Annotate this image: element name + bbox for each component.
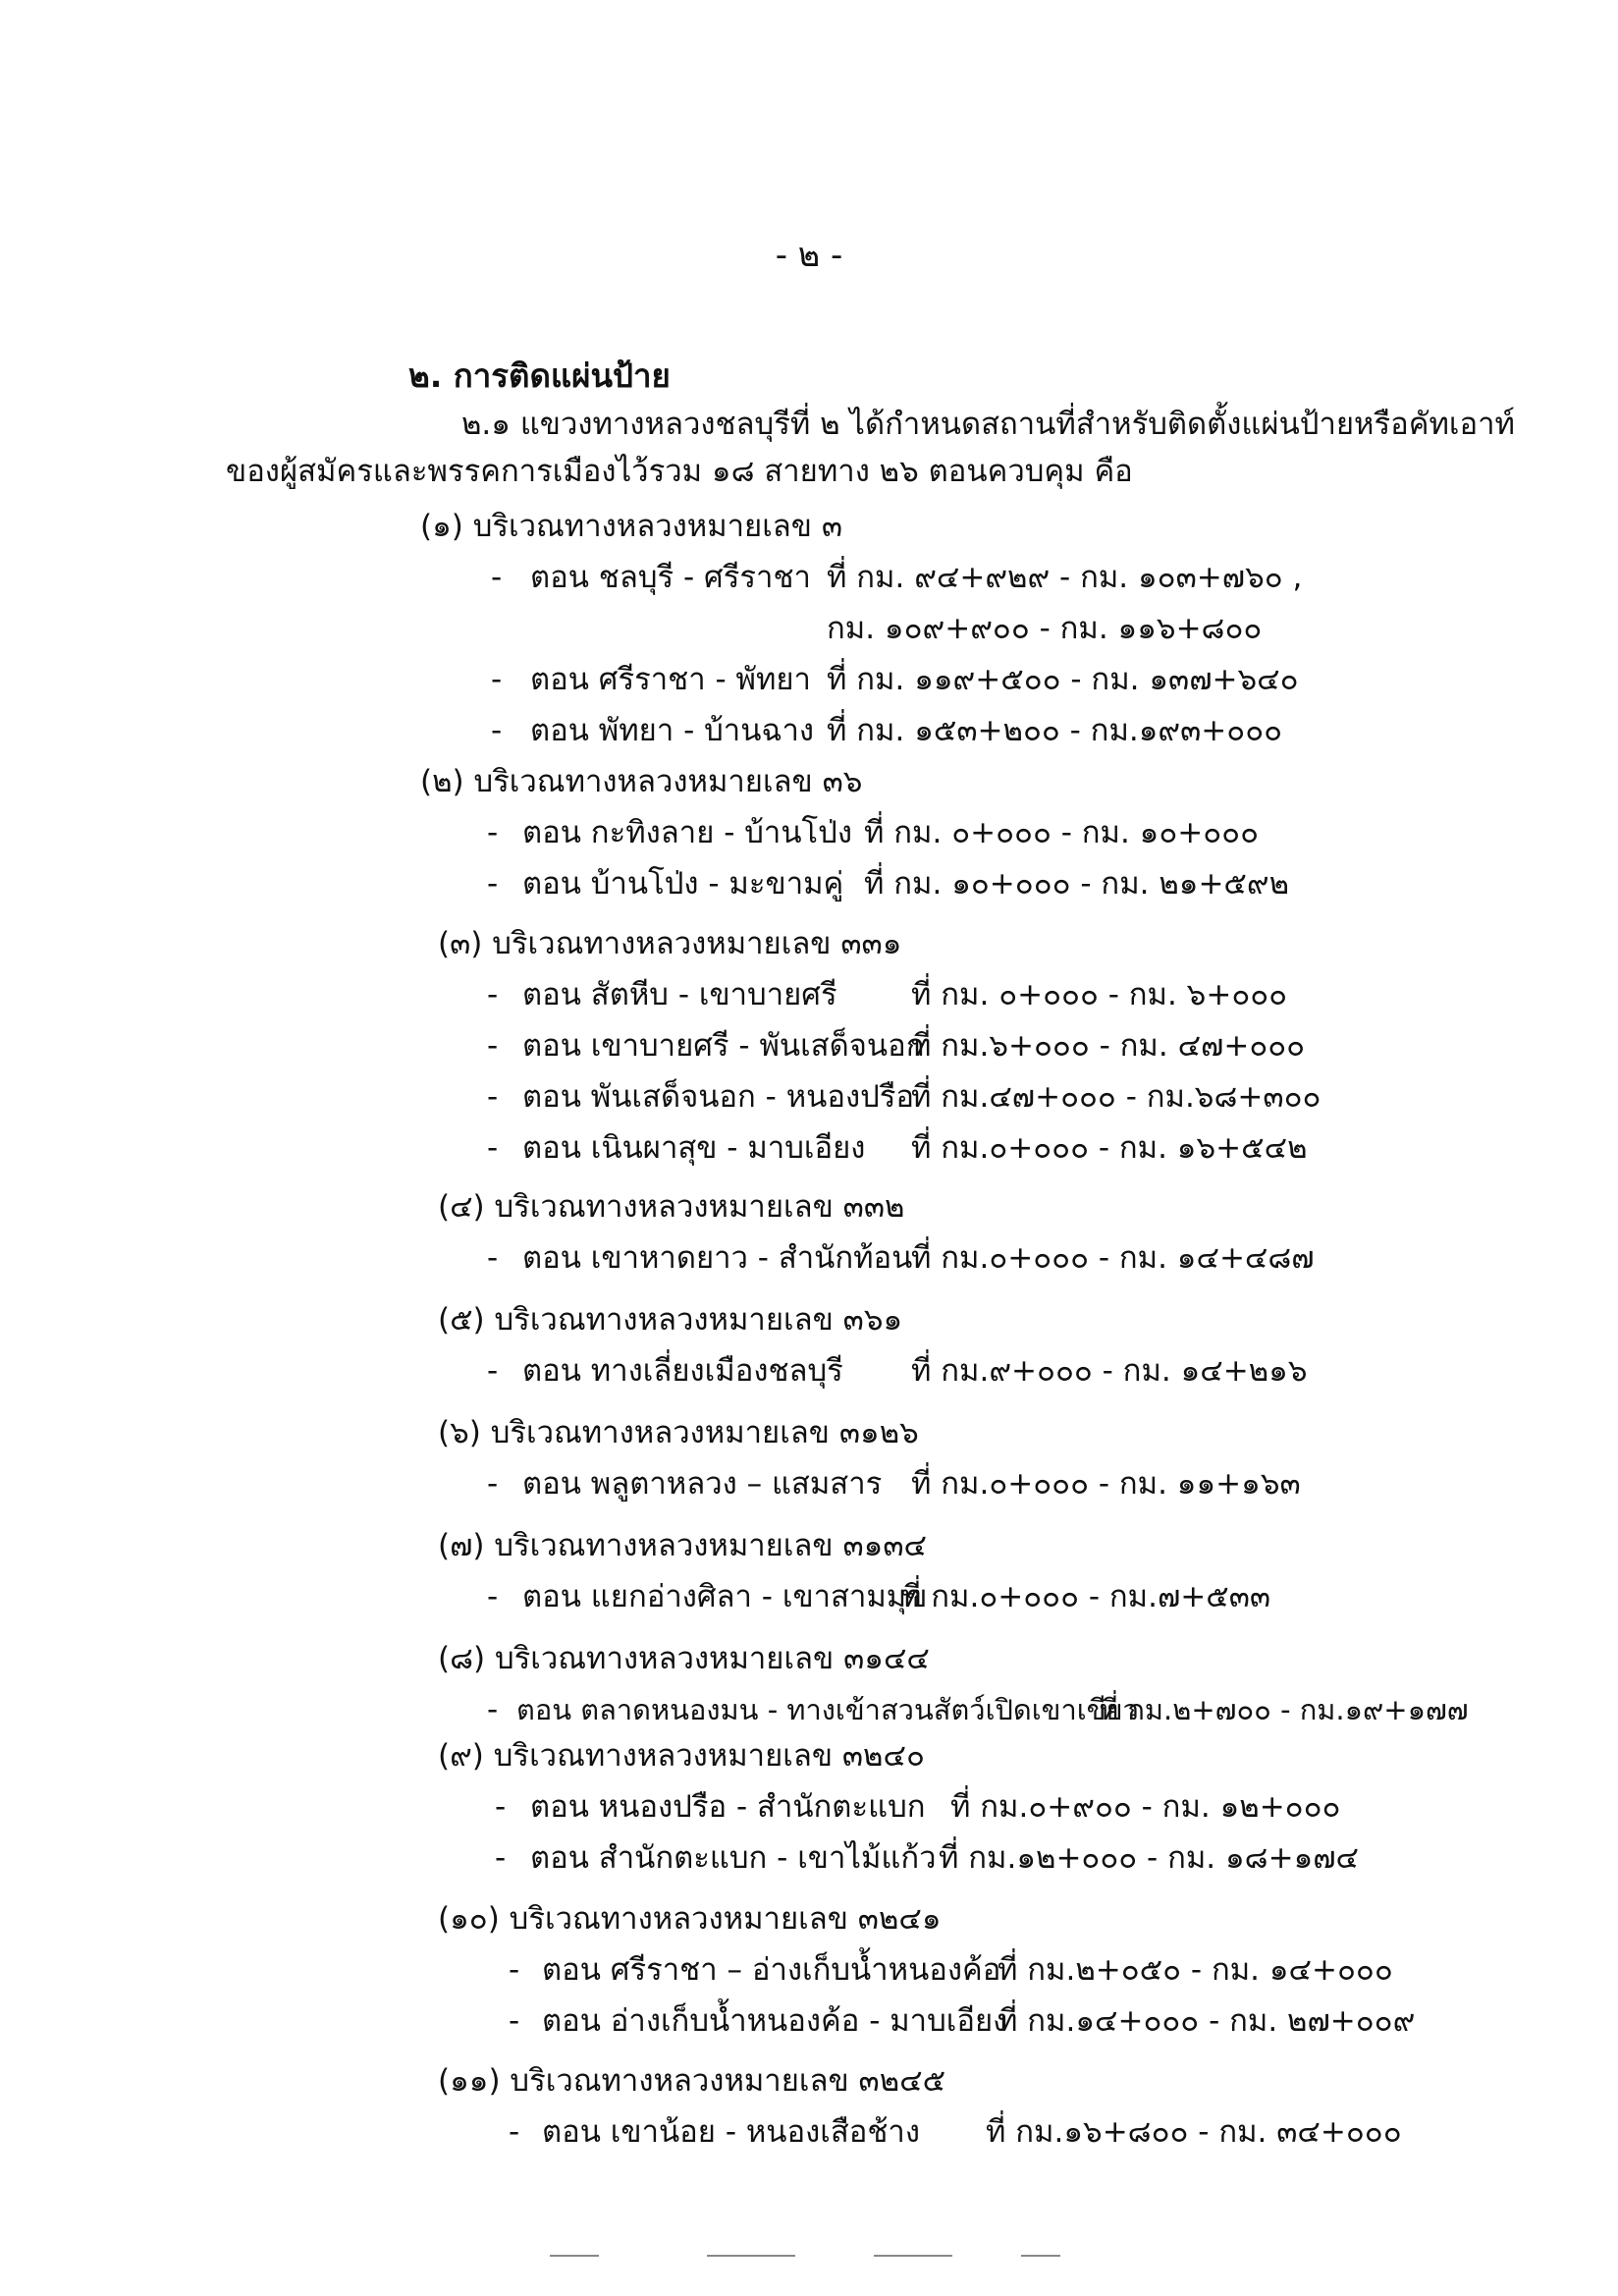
bullet-dash: - [491, 713, 503, 748]
bullet-dash: - [509, 1952, 520, 1988]
page-number: - ๒ - [775, 236, 843, 275]
scan-mark [707, 2255, 795, 2257]
route-heading: (๕) บริเวณทางหลวงหมายเลข ๓๖๑ [438, 1302, 903, 1338]
route-segment [0, 1232, 1618, 1284]
route-segment [0, 1684, 1618, 1735]
segment-km-range: ที่ กม. ๑๐+๐๐๐ - กม. ๒๑+๕๙๒ [864, 866, 1290, 902]
bullet-dash: - [509, 2003, 520, 2039]
route-segment [0, 654, 1618, 705]
segment-km-range: ที่ กม.๒+๐๕๐ - กม. ๑๔+๐๐๐ [998, 1952, 1393, 1988]
route-segment-continuation [0, 603, 1618, 654]
segment-name: ตอน ศรีราชา - พัทยา [530, 662, 811, 697]
route-block [0, 1407, 1618, 1509]
bullet-dash: - [487, 1130, 499, 1166]
segment-name: ตอน บ้านโป่ง - มะขามคู่ [522, 866, 844, 902]
route-block [0, 2055, 1618, 2158]
route-segment [0, 705, 1618, 756]
route-heading: (๑๑) บริเวณทางหลวงหมายเลข ๓๒๔๕ [438, 2063, 946, 2099]
segment-km-range: ที่ กม.๐+๐๐๐ - กม.๗+๕๓๓ [901, 1579, 1271, 1614]
bullet-dash: - [491, 560, 503, 595]
segment-km-range: ที่ กม.๔๗+๐๐๐ - กม.๖๘+๓๐๐ [911, 1079, 1321, 1115]
segment-km-range: ที่ กม.๐+๐๐๐ - กม. ๑๑+๑๖๓ [911, 1466, 1301, 1502]
segment-name: ตอน เนินผาสุข - มาบเอียง [522, 1130, 866, 1166]
bullet-dash: - [487, 1079, 499, 1115]
scan-mark [874, 2255, 952, 2257]
route-segment [0, 969, 1618, 1020]
intro-paragraph-line-1: ๒.๑ แขวงทางหลวงชลบุรีที่ ๒ ได้กำหนดสถานที่สำหรับติดตั้งแผ่นป้ายหรือคัทเอาท์ [461, 407, 1515, 442]
segment-km-range: ที่ กม.๑๒+๐๐๐ - กม. ๑๘+๑๗๔ [939, 1840, 1360, 1876]
intro-paragraph-line-2: ของผู้สมัครและพรรคการเมืองไว้รวม ๑๘ สายทาง ๒๖ ตอนควบคุม คือ [226, 454, 1133, 489]
bullet-dash: - [487, 1353, 499, 1389]
bullet-dash: - [487, 977, 499, 1012]
bullet-dash: - [495, 1789, 507, 1825]
route-heading: (๔) บริเวณทางหลวงหมายเลข ๓๓๒ [438, 1189, 905, 1225]
segment-name: ตอน ศรีราชา – อ่างเก็บน้ำหนองค้อ [542, 1952, 1001, 1988]
segment-km-range: ที่ กม.๐+๐๐๐ - กม. ๑๖+๕๔๒ [911, 1130, 1308, 1166]
bullet-dash: - [487, 1240, 499, 1276]
segment-name: ตอน เขาบายศรี - พันเสด็จนอก [522, 1028, 925, 1064]
route-segment [0, 1345, 1618, 1396]
route-segment [0, 1458, 1618, 1509]
segment-km-range: ที่ กม.๙+๐๐๐ - กม. ๑๔+๒๑๖ [911, 1353, 1308, 1389]
route-segment [0, 552, 1618, 603]
bullet-dash: - [491, 662, 503, 697]
segment-km-range: ที่ กม.๑๔+๐๐๐ - กม. ๒๗+๐๐๙ [998, 2003, 1416, 2039]
segment-name: ตอน อ่างเก็บน้ำหนองค้อ - มาบเอียง [542, 2003, 1008, 2039]
segment-km-range: ที่ กม.๐+๙๐๐ - กม. ๑๒+๐๐๐ [950, 1789, 1341, 1825]
route-segment [0, 1781, 1618, 1832]
segment-name: ตอน เขาน้อย - หนองเสือช้าง [542, 2114, 920, 2150]
route-segment [0, 1122, 1618, 1174]
route-segment [0, 807, 1618, 858]
route-block [0, 1730, 1618, 1884]
route-block [0, 1633, 1618, 1735]
route-heading: (๑) บริเวณทางหลวงหมายเลข ๓ [420, 509, 843, 544]
bullet-dash: - [487, 1692, 499, 1727]
segment-km-range: ที่ กม.๐+๐๐๐ - กม. ๑๔+๔๘๗ [911, 1240, 1315, 1276]
route-heading: (๗) บริเวณทางหลวงหมายเลข ๓๑๓๔ [438, 1528, 927, 1563]
route-segment [0, 1832, 1618, 1884]
route-block [0, 1294, 1618, 1396]
segment-name: ตอน พลูตาหลวง – แสมสาร [522, 1466, 883, 1502]
route-segment [0, 858, 1618, 909]
bullet-dash: - [487, 1579, 499, 1614]
bullet-dash: - [487, 866, 499, 902]
scan-mark [550, 2255, 599, 2257]
route-heading: (๙) บริเวณทางหลวงหมายเลข ๓๒๔๐ [438, 1738, 925, 1774]
route-segment [0, 1571, 1618, 1622]
bullet-dash: - [495, 1840, 507, 1876]
segment-name: ตอน พัทยา - บ้านฉาง [530, 713, 815, 748]
scan-mark [1021, 2255, 1060, 2257]
segment-name: ตอน แยกอ่างศิลา - เขาสามมุข [522, 1579, 928, 1614]
segment-name: ตอน เขาหาดยาว - สำนักท้อน [522, 1240, 913, 1276]
route-block [0, 918, 1618, 1174]
route-heading: (๓) บริเวณทางหลวงหมายเลข ๓๓๑ [438, 926, 902, 961]
segment-name: ตอน สัตหีบ - เขาบายศรี [522, 977, 837, 1012]
route-block [0, 1520, 1618, 1622]
segment-name: ตอน พันเสด็จนอก - หนองปรือ [522, 1079, 915, 1115]
segment-km-range: ที่ กม.๖+๐๐๐ - กม. ๔๗+๐๐๐ [911, 1028, 1306, 1064]
route-block [0, 501, 1618, 756]
segment-km-range: ที่ กม. ๐+๐๐๐ - กม. ๑๐+๐๐๐ [864, 815, 1260, 850]
segment-km-range: ที่ กม. ๑๕๓+๒๐๐ - กม.๑๙๓+๐๐๐ [827, 713, 1283, 748]
segment-km-range: ที่ กม.๒+๗๐๐ - กม.๑๙+๑๗๗ [1100, 1693, 1469, 1726]
segment-km-range: ที่ กม. ๑๑๙+๕๐๐ - กม. ๑๓๗+๖๔๐ [827, 662, 1299, 697]
segment-name: ตอน ตลาดหนองมน - ทางเข้าสวนสัตว์เปิดเขาเขียว [516, 1693, 1139, 1726]
bullet-dash: - [487, 1466, 499, 1502]
segment-km-range: ที่ กม. ๙๔+๙๒๙ - กม. ๑๐๓+๗๖๐ , [827, 560, 1303, 595]
route-segment [0, 1071, 1618, 1122]
segment-name: ตอน ทางเลี่ยงเมืองชลบุรี [522, 1353, 843, 1389]
segment-name: ตอน ชลบุรี - ศรีราชา [530, 560, 811, 595]
route-segment [0, 1944, 1618, 1995]
section-heading: ๒. การติดแผ่นป้าย [408, 356, 671, 395]
route-segment [0, 1995, 1618, 2047]
segment-name: ตอน กะทิงลาย - บ้านโป่ง [522, 815, 852, 850]
segment-km-range-continued: กม. ๑๐๙+๙๐๐ - กม. ๑๑๖+๘๐๐ [827, 611, 1263, 646]
segment-name: ตอน สำนักตะแบก - เขาไม้แก้ว [530, 1840, 937, 1876]
route-segment [0, 1020, 1618, 1071]
bullet-dash: - [487, 1028, 499, 1064]
route-segment [0, 2106, 1618, 2158]
bullet-dash: - [509, 2114, 520, 2150]
route-block [0, 1181, 1618, 1284]
segment-km-range: ที่ กม.๑๖+๘๐๐ - กม. ๓๔+๐๐๐ [986, 2114, 1402, 2150]
route-heading: (๖) บริเวณทางหลวงหมายเลข ๓๑๒๖ [438, 1415, 919, 1450]
route-heading: (๘) บริเวณทางหลวงหมายเลข ๓๑๔๔ [438, 1641, 930, 1676]
route-block [0, 756, 1618, 909]
route-heading: (๒) บริเวณทางหลวงหมายเลข ๓๖ [420, 764, 863, 799]
segment-km-range: ที่ กม. ๐+๐๐๐ - กม. ๖+๐๐๐ [911, 977, 1288, 1012]
route-heading: (๑๐) บริเวณทางหลวงหมายเลข ๓๒๔๑ [438, 1901, 942, 1937]
bullet-dash: - [487, 815, 499, 850]
route-block [0, 1893, 1618, 2047]
segment-name: ตอน หนองปรือ - สำนักตะแบก [530, 1789, 926, 1825]
